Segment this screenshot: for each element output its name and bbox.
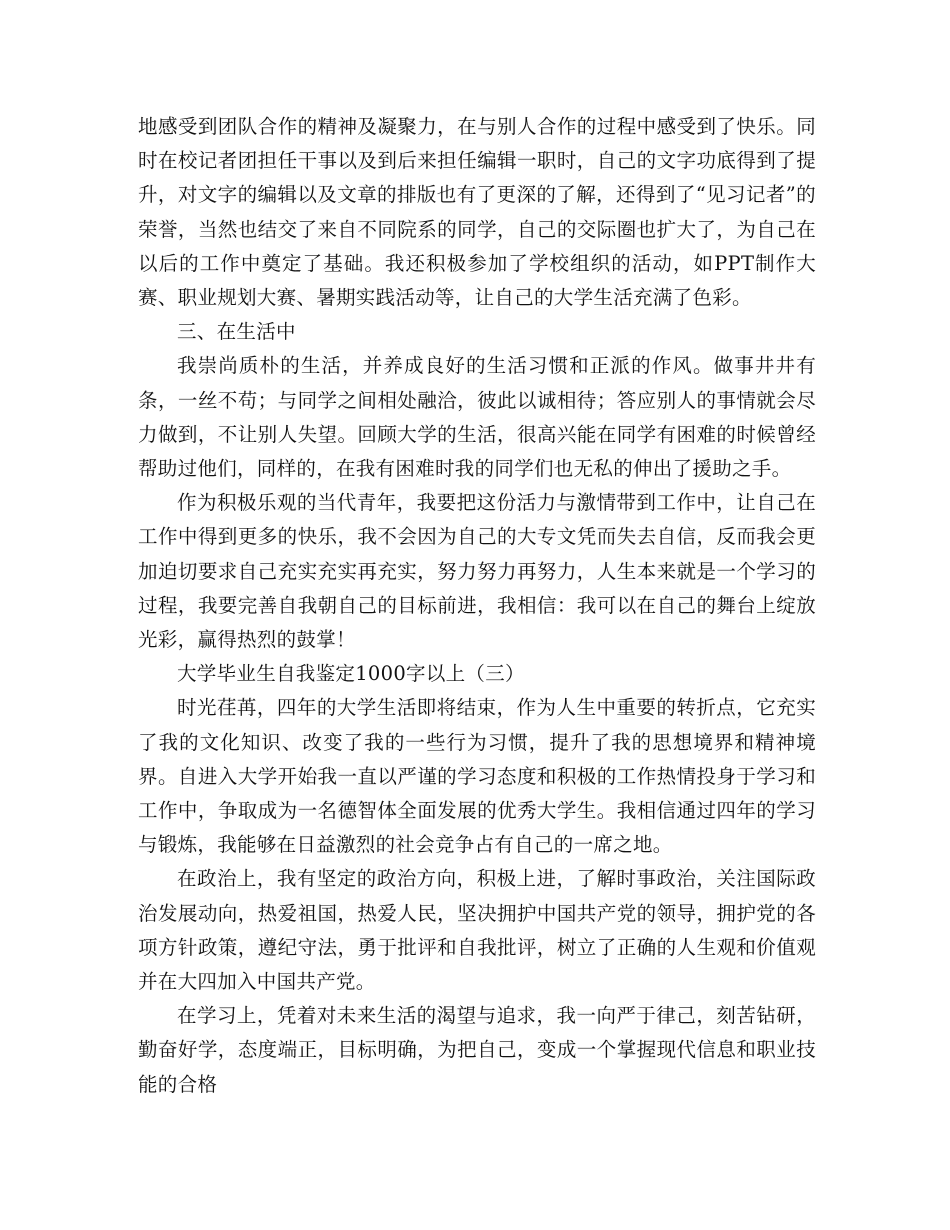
paragraph-life-habits: 我崇尚质朴的生活，并养成良好的生活习惯和正派的作风。做事井井有条，一丝不苟；与同学之间相处融洽，彼此以诚相待；答应别人的事情就会尽力做到，不让别人失望。回顾大学的生活，很高兴能在同学有困难的时候曾经帮助过他们，同样的，在我有困难时我的同学们也无私的伸出了援助之手。 [138,354,816,481]
paragraph-optimism: 作为积极乐观的当代青年，我要把这份活力与激情带到工作中，让自己在工作中得到更多的快乐，我不会因为自己的大专文凭而失去自信，反而我会更加迫切要求自己充实充实再充实，努力努力再努力，人生本来就是一个学习的过程，我要完善自我朝自己的目标前进，我相信：我可以在自己的舞台上绽放光彩，赢得热烈的鼓掌！ [138,491,816,652]
paragraph-politics: 在政治上，我有坚定的政治方向，积极上进，了解时事政治，关注国际政治发展动向，热爱祖国，热爱人民，坚决拥护中国共产党的领导，拥护党的各项方针政策，遵纪守法，勇于批评和自我批评，树立了正确的人生观和价值观并在大四加入中国共产党。 [138,867,816,994]
continuation-paragraph: 地感受到团队合作的精神及凝聚力，在与别人合作的过程中感受到了快乐。同时在校记者团担任干事以及到后来担任编辑一职时，自己的文字功底得到了提升，对文字的编辑以及文章的排版也有了更深的了解，还得到了“见习记者”的荣誉，当然也结交了来自不同院系的同学，自己的交际圈也扩大了，为自己在以后的工作中奠定了基础。我还积极参加了学校组织的活动，如PPT制作大赛、职业规划大赛、暑期实践活动等，让自己的大学生活充满了色彩。 [138,115,816,310]
section-heading-self-evaluation-three: 大学毕业生自我鉴定1000字以上（三） [177,662,525,686]
paragraph-time-flies: 时光荏苒，四年的大学生活即将结束，作为人生中重要的转折点，它充实了我的文化知识、改变了我的一些行为习惯，提升了我的思想境界和精神境界。自进入大学开始我一直以严谨的学习态度和积极的工作热情投身于学习和工作中，争取成为一名德智体全面发展的优秀大学生。我相信通过四年的学习与锻炼，我能够在日益激烈的社会竞争占有自己的一席之地。 [138,696,816,857]
document-body [138,110,816,1102]
paragraph-study: 在学习上，凭着对未来生活的渴望与追求，我一向严于律己，刻苦钻研，勤奋好学，态度端正，目标明确，为把自己，变成一个掌握现代信息和职业技能的合格 [138,1004,816,1096]
section-heading-life: 三、在生活中 [177,320,296,344]
